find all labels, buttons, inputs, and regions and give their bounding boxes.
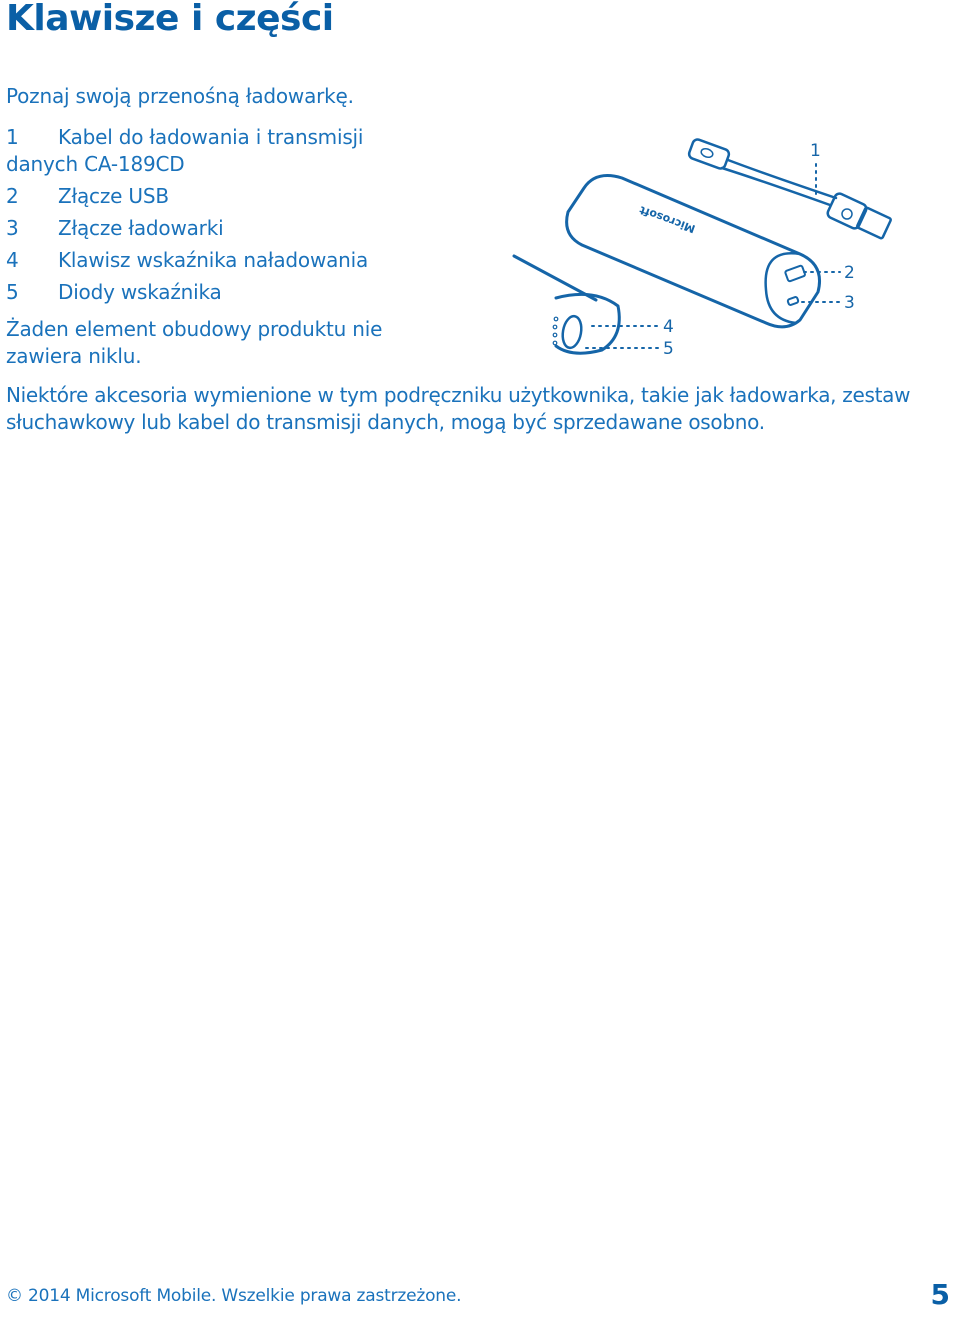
usb-port <box>785 265 806 281</box>
list-item <box>6 215 426 242</box>
callout-2: 2 <box>844 263 855 283</box>
list-item <box>6 247 426 274</box>
charger-end-cap <box>766 253 800 323</box>
part-label: Złącze ładowarki <box>58 216 224 240</box>
part-label: Kabel do ładowania i transmisji danych CA-189CD <box>6 125 364 176</box>
charger-illustration <box>500 130 900 370</box>
charger-port <box>787 296 798 305</box>
list-item <box>6 124 426 178</box>
parts-list <box>6 124 426 311</box>
accessories-note: Niektóre akcesoria wymienione w tym podręczniku użytkownika, takie jak ładowarka, zestaw słuchawkowy lub kabel do transmisji danych, mogą być sprzedawane osobno. <box>6 383 911 434</box>
brand-logo-text: Microsoft <box>637 203 698 236</box>
callout-3: 3 <box>844 293 855 313</box>
callout-4: 4 <box>663 317 674 337</box>
part-number: 3 <box>6 216 19 240</box>
callout-1: 1 <box>810 141 821 161</box>
charger-body <box>567 176 820 327</box>
list-item <box>6 279 426 306</box>
part-label: Klawisz wskaźnika naładowania <box>58 248 369 272</box>
part-label: Diody wskaźnika <box>58 280 222 304</box>
page-title: Klawisze i części <box>6 0 334 39</box>
page-number: 5 <box>930 1278 950 1311</box>
part-number: 5 <box>6 280 19 304</box>
nickel-note: Żaden element obudowy produktu nie zawiera niklu. <box>6 317 383 368</box>
part-number: 1 <box>6 125 19 149</box>
callout-5: 5 <box>663 339 674 359</box>
micro-usb-plug <box>688 138 731 170</box>
cable <box>722 168 830 205</box>
part-number: 2 <box>6 184 19 208</box>
part-label: Złącze USB <box>58 184 169 208</box>
intro-text: Poznaj swoją przenośną ładowarkę. <box>6 84 354 108</box>
copyright-text: © 2014 Microsoft Mobile. Wszelkie prawa zastrzeżone. <box>6 1286 462 1306</box>
part-number: 4 <box>6 248 19 272</box>
list-item <box>6 183 426 210</box>
